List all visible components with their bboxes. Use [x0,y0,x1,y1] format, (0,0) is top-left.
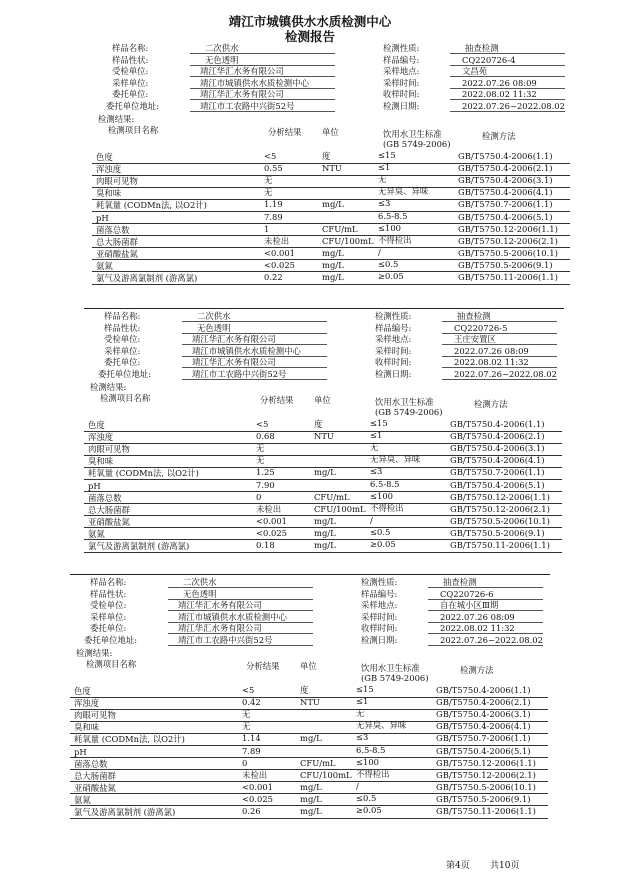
label-sample-site: 采样地点: [375,334,412,344]
unit-value: mg/L [322,272,344,282]
item-name: pH [74,746,87,757]
item-name: 亚硝酸盐氮 [74,782,116,793]
value-sample-site: 自在城小区Ⅲ期 [440,600,499,610]
column-item: 检测项目名称 [86,659,137,669]
result-value: 无 [264,187,273,198]
label-receive-time: 收样时间: [375,357,412,367]
unit-value: mg/L [314,540,336,550]
standard-value: 不得检出 [370,502,404,513]
field-underline [168,633,313,634]
result-value: <0.025 [264,259,295,270]
value-sample-name: 二次供水 [205,43,239,53]
standard-value: 无异臭、异味 [356,720,407,731]
value-check-nature: 抽查检测 [457,311,491,321]
value-entrust: 靖江华汇水务有限公司 [192,357,276,367]
standard-value: ≤3 [378,198,391,209]
result-value: 未检出 [242,769,268,780]
item-name: 亚硝酸盐氮 [96,248,138,259]
result-value: 1.25 [256,467,275,478]
item-name: 色度 [96,152,113,162]
item-name: 氯气及游离氯制剂 (游离氯) [96,273,198,283]
label-receive-time: 收样时间: [383,89,420,99]
unit-value: mg/L [314,527,336,538]
value-sample-time: 2022.07.26 08:09 [440,611,515,622]
value-client: 靖江华汇水务有限公司 [178,600,262,610]
label-sampler: 采样单位: [90,611,127,622]
standard-value: 不得检出 [356,768,390,779]
value-test-date: 2022.07.26~2022.08.02 [454,368,557,379]
method-value: GB/T5750.12-2006(2.1) [450,503,550,514]
item-name: 耗氧量 (CODMn法, 以O2计) [74,734,185,745]
result-value: 未检出 [256,503,282,514]
value-entrust: 靖江华汇水务有限公司 [200,89,284,99]
field-underline [428,587,543,588]
label-sample-name: 样品名称: [104,311,141,321]
label-sample-no: 样品编号: [383,54,420,65]
result-value: <5 [264,151,277,161]
standard-value: ≥0.05 [378,271,404,281]
column-standard: 饮用水卫生标准 [375,397,434,407]
result-value: <5 [256,419,269,429]
result-value: 0.26 [242,806,261,816]
item-name: 氯气及游离氯制剂 (游离氯) [88,541,190,551]
result-value: 0.22 [264,272,283,282]
method-value: GB/T5750.5-2006(9.1) [436,793,531,804]
result-value: 无 [256,455,265,466]
item-name: 肉眼可见物 [96,176,138,187]
value-entrust-addr: 靖江市工农路中兴街52号 [178,634,273,645]
standard-value: ≤100 [378,222,402,233]
label-sample-property: 样品性状: [104,322,141,333]
column-standard-code: (GB 5749-2006) [383,139,451,149]
label-sample-time: 采样时间: [383,77,420,88]
method-value: GB/T5750.12-2006(2.1) [436,769,536,780]
result-value: 无 [242,721,251,732]
method-value: GB/T5750.12-2006(2.1) [458,235,558,246]
method-value: GB/T5750.4-2006(1.1) [458,151,553,161]
unit-value: NTU [322,163,342,174]
label-receive-time: 收样时间: [361,623,398,633]
column-standard: 饮用水卫生标准 [361,663,420,673]
item-name: 臭和味 [74,722,100,733]
label-entrust: 委托单位: [104,357,141,367]
result-value: <0.001 [242,781,273,792]
field-underline [168,587,313,588]
method-value: GB/T5750.4-2006(5.1) [450,479,545,490]
method-value: GB/T5750.4-2006(3.1) [450,443,545,454]
field-underline [168,645,313,646]
column-item: 检测项目名称 [108,125,159,135]
label-sample-no: 样品编号: [375,322,412,333]
field-underline [450,88,565,89]
label-sample-property: 样品性状: [90,588,127,599]
field-underline [442,344,557,345]
result-value: 1.19 [264,199,283,210]
column-unit: 单位 [300,661,317,671]
item-name: 色度 [88,420,105,430]
field-underline [428,645,543,646]
method-value: GB/T5750.4-2006(5.1) [436,745,531,756]
result-value: 无 [242,709,251,720]
label-check-nature: 检测性质: [361,577,398,587]
row-line [70,818,548,819]
standard-value: ≥0.05 [356,805,382,815]
standard-value: ≤1 [356,696,369,707]
method-value: GB/T5750.5-2006(10.1) [450,515,550,526]
field-underline [190,53,335,54]
value-check-nature: 抽查检测 [443,577,477,587]
method-value: GB/T5750.12-2006(1.1) [436,757,536,768]
unit-value: mg/L [322,259,344,270]
value-sample-property: 无色透明 [197,322,231,333]
field-underline [182,367,327,368]
method-value: GB/T5750.4-2006(2.1) [436,697,531,708]
item-name: pH [88,480,101,491]
item-name: 耗氧量 (CODMn法, 以O2计) [96,200,207,211]
item-name: 菌落总数 [74,758,108,769]
item-name: 菌落总数 [96,224,130,235]
standard-value: 无异臭、异味 [370,454,421,465]
result-value: 0.18 [256,540,275,550]
result-value: 0 [256,491,262,502]
field-underline [442,333,557,334]
method-value: GB/T5750.5-2006(9.1) [458,259,553,270]
label-test-date: 检测日期: [383,100,420,111]
result-value: <0.025 [242,793,273,804]
page-number: 第4页 [446,861,470,871]
item-name: 菌落总数 [88,492,122,503]
method-value: GB/T5750.4-2006(3.1) [458,175,553,186]
method-value: GB/T5750.11-2006(1.1) [436,806,536,816]
result-value: 1.14 [242,733,261,744]
standard-value: ≤3 [356,732,369,743]
report-section-2 [0,268,620,558]
value-sample-no: CQ220726-5 [454,322,508,333]
label-sample-property: 样品性状: [112,54,149,65]
field-underline [450,76,565,77]
field-underline [190,111,335,112]
standard-value: 无异臭、异味 [378,186,429,197]
method-value: GB/T5750.12-2006(1.1) [450,491,550,502]
result-value: 7.89 [264,211,283,222]
standard-value: 6.5-8.5 [356,744,386,755]
field-underline [428,610,543,611]
column-item: 检测项目名称 [100,393,151,403]
field-underline [428,599,543,600]
field-underline [190,76,335,77]
field-underline [428,633,543,634]
standard-value: 无 [370,442,379,453]
label-sampler: 采样单位: [104,345,141,356]
result-value: 7.90 [256,479,275,490]
standard-value: ≤15 [370,418,388,428]
unit-value: mg/L [300,781,322,792]
value-entrust: 靖江华汇水务有限公司 [178,623,262,633]
method-value: GB/T5750.12-2006(1.1) [458,223,558,234]
value-client: 靖江华汇水务有限公司 [200,66,284,76]
method-value: GB/T5750.4-2006(4.1) [436,721,531,732]
unit-value: mg/L [322,247,344,258]
column-method: 检测方法 [474,399,508,409]
section-divider [70,574,550,575]
value-receive-time: 2022.08.02 11:32 [440,623,515,633]
unit-value: mg/L [300,793,322,804]
item-name: 总大肠菌群 [88,504,130,515]
unit-value: CFU/mL [314,491,350,502]
column-method: 检测方法 [460,665,494,675]
method-value: GB/T5750.4-2006(1.1) [450,419,545,429]
method-value: GB/T5750.4-2006(2.1) [458,163,553,174]
field-underline [442,321,557,322]
label-sample-time: 采样时间: [375,345,412,356]
value-sample-no: CQ220726-6 [440,588,494,599]
column-standard: 饮用水卫生标准 [383,129,442,139]
field-underline [442,379,557,380]
standard-value: / [370,514,373,525]
label-client: 受检单位: [112,66,149,76]
unit-value: mg/L [300,806,322,816]
result-value: 1 [264,223,270,234]
value-sample-site: 文昌苑 [462,66,488,76]
standard-value: ≤1 [370,430,383,441]
label-check-nature: 检测性质: [383,43,420,53]
label-sample-no: 样品编号: [361,588,398,599]
label-test-date: 检测日期: [361,634,398,645]
field-underline [182,344,327,345]
standard-value: 不得检出 [378,234,412,245]
page-total: 共10页 [490,861,520,871]
item-name: 臭和味 [88,456,114,467]
field-underline [182,321,327,322]
label-entrust: 委托单位: [90,623,127,633]
label-entrust-addr: 委托单位地址: [84,634,138,645]
field-underline [428,622,543,623]
item-name: pH [96,212,109,223]
standard-value: ≤15 [378,150,396,160]
item-name: 臭和味 [96,188,122,199]
column-unit: 单位 [314,395,331,405]
column-result: 分析结果 [260,395,294,405]
field-underline [182,379,327,380]
unit-value: CFU/100mL [322,235,374,246]
method-value: GB/T5750.7-2006(1.1) [450,467,545,478]
item-name: 耗氧量 (CODMn法, 以O2计) [88,468,199,479]
method-value: GB/T5750.5-2006(10.1) [436,781,536,792]
standard-value: ≤100 [356,756,380,767]
value-sample-time: 2022.07.26 08:09 [454,345,529,356]
value-sampler: 靖江市城镇供水水质检测中心 [200,77,309,88]
value-sampler: 靖江市城镇供水水质检测中心 [178,611,287,622]
value-check-nature: 抽查检测 [465,43,499,53]
field-underline [450,111,565,112]
standard-value: ≤100 [370,490,394,501]
standard-value: 无 [356,708,365,719]
unit-value: CFU/100mL [300,769,352,780]
label-sample-site: 采样地点: [383,66,420,76]
column-result: 分析结果 [268,127,302,137]
column-standard-code: (GB 5749-2006) [361,673,429,683]
unit-value: NTU [300,697,320,708]
method-value: GB/T5750.4-2006(2.1) [450,431,545,442]
standard-value: ≤0.5 [370,526,391,537]
item-name: 色度 [74,686,91,696]
value-test-date: 2022.07.26~2022.08.02 [440,634,543,645]
method-value: GB/T5750.4-2006(4.1) [458,187,553,198]
result-value: 0.42 [242,697,261,708]
result-value: <0.001 [256,515,287,526]
result-value: 0.68 [256,431,275,442]
item-name: 氨氮 [88,528,105,539]
label-entrust-addr: 委托单位地址: [98,368,152,379]
standard-value: 6.5-8.5 [378,210,408,221]
unit-value: CFU/mL [300,757,336,768]
field-underline [190,88,335,89]
field-underline [450,53,565,54]
value-sample-name: 二次供水 [183,577,217,587]
unit-value: mg/L [314,515,336,526]
label-entrust: 委托单位: [112,89,149,99]
result-value: <0.001 [264,247,295,258]
label-sampler: 采样单位: [112,77,149,88]
item-name: 肉眼可见物 [88,444,130,455]
standard-value: / [356,780,359,791]
method-value: GB/T5750.5-2006(9.1) [450,527,545,538]
standard-value: ≤0.5 [356,792,377,803]
result-value: <0.025 [256,527,287,538]
standard-value: ≤3 [370,466,383,477]
unit-value: 度 [300,685,309,695]
method-value: GB/T5750.5-2006(10.1) [458,247,558,258]
method-value: GB/T5750.4-2006(4.1) [450,455,545,466]
unit-value: 度 [322,151,331,161]
result-value: 0.55 [264,163,283,174]
item-name: 肉眼可见物 [74,710,116,721]
value-client: 靖江华汇水务有限公司 [192,334,276,344]
standard-value: 无 [378,174,387,185]
item-name: 氨氮 [74,794,91,805]
label-client: 受检单位: [90,600,127,610]
result-value: 未检出 [264,235,290,246]
label-result: 检测结果: [76,648,113,658]
method-value: GB/T5750.4-2006(1.1) [436,685,531,695]
value-sample-no: CQ220726-4 [462,54,516,65]
item-name: 浑浊度 [88,432,114,443]
value-entrust-addr: 靖江市工农路中兴街52号 [192,368,287,379]
method-value: GB/T5750.4-2006(5.1) [458,211,553,222]
value-sample-property: 无色透明 [183,588,217,599]
standard-value: ≥0.05 [370,539,396,549]
method-value: GB/T5750.11-2006(1.1) [450,540,550,550]
standard-value: 6.5-8.5 [370,478,400,489]
label-sample-site: 采样地点: [361,600,398,610]
field-underline [442,367,557,368]
label-result: 检测结果: [98,114,135,124]
standard-value: ≤15 [356,684,374,694]
field-underline [442,356,557,357]
result-value: <5 [242,685,255,695]
item-name: 氨氮 [96,260,113,271]
item-name: 总大肠菌群 [74,770,116,781]
result-value: 0 [242,757,248,768]
item-name: 氯气及游离氯制剂 (游离氯) [74,807,176,817]
value-sample-time: 2022.07.26 08:09 [462,77,537,88]
column-method: 检测方法 [482,131,516,141]
unit-value: CFU/100mL [314,503,366,514]
label-check-nature: 检测性质: [375,311,412,321]
field-underline [168,610,313,611]
label-sample-time: 采样时间: [361,611,398,622]
standard-value: / [378,246,381,257]
unit-value: CFU/mL [322,223,358,234]
standard-value: ≤0.5 [378,258,399,269]
label-sample-name: 样品名称: [112,43,149,53]
item-name: 亚硝酸盐氮 [88,516,130,527]
unit-value: mg/L [314,467,336,478]
result-value: 无 [264,175,273,186]
item-name: 浑浊度 [74,698,100,709]
field-underline [190,99,335,100]
label-test-date: 检测日期: [375,368,412,379]
column-result: 分析结果 [246,661,280,671]
label-entrust-addr: 委托单位地址: [106,100,160,111]
value-sampler: 靖江市城镇供水水质检测中心 [192,345,301,356]
org-title: 靖江市城镇供水水质检测中心 [228,14,392,29]
method-value: GB/T5750.11-2006(1.1) [458,272,558,282]
label-client: 受检单位: [104,334,141,344]
unit-value: mg/L [300,733,322,744]
value-receive-time: 2022.08.02 11:32 [462,89,537,99]
field-underline [450,65,565,66]
unit-value: mg/L [322,199,344,210]
value-sample-property: 无色透明 [205,54,239,65]
label-result: 检测结果: [90,382,127,392]
field-underline [190,65,335,66]
column-unit: 单位 [322,127,339,137]
value-sample-site: 王庄安置区 [454,334,496,344]
item-name: 总大肠菌群 [96,236,138,247]
field-underline [182,333,327,334]
value-sample-name: 二次供水 [197,311,231,321]
section-divider [84,308,564,309]
column-standard-code: (GB 5749-2006) [375,407,443,417]
report-section-1 [0,0,620,290]
method-value: GB/T5750.4-2006(3.1) [436,709,531,720]
value-test-date: 2022.07.26~2022.08.02 [462,100,565,111]
result-value: 7.89 [242,745,261,756]
method-value: GB/T5750.7-2006(1.1) [458,199,553,210]
item-name: 浑浊度 [96,164,122,175]
report-section-3 [0,534,620,824]
method-value: GB/T5750.7-2006(1.1) [436,733,531,744]
field-underline [168,599,313,600]
result-value: 无 [256,443,265,454]
value-entrust-addr: 靖江市工农路中兴街52号 [200,100,295,111]
standard-value: ≤1 [378,162,391,173]
label-sample-name: 样品名称: [90,577,127,587]
report-title: 检测报告 [284,29,335,44]
field-underline [182,356,327,357]
field-underline [450,99,565,100]
unit-value: NTU [314,431,334,442]
unit-value: 度 [314,419,323,429]
value-receive-time: 2022.08.02 11:32 [454,357,529,367]
field-underline [168,622,313,623]
